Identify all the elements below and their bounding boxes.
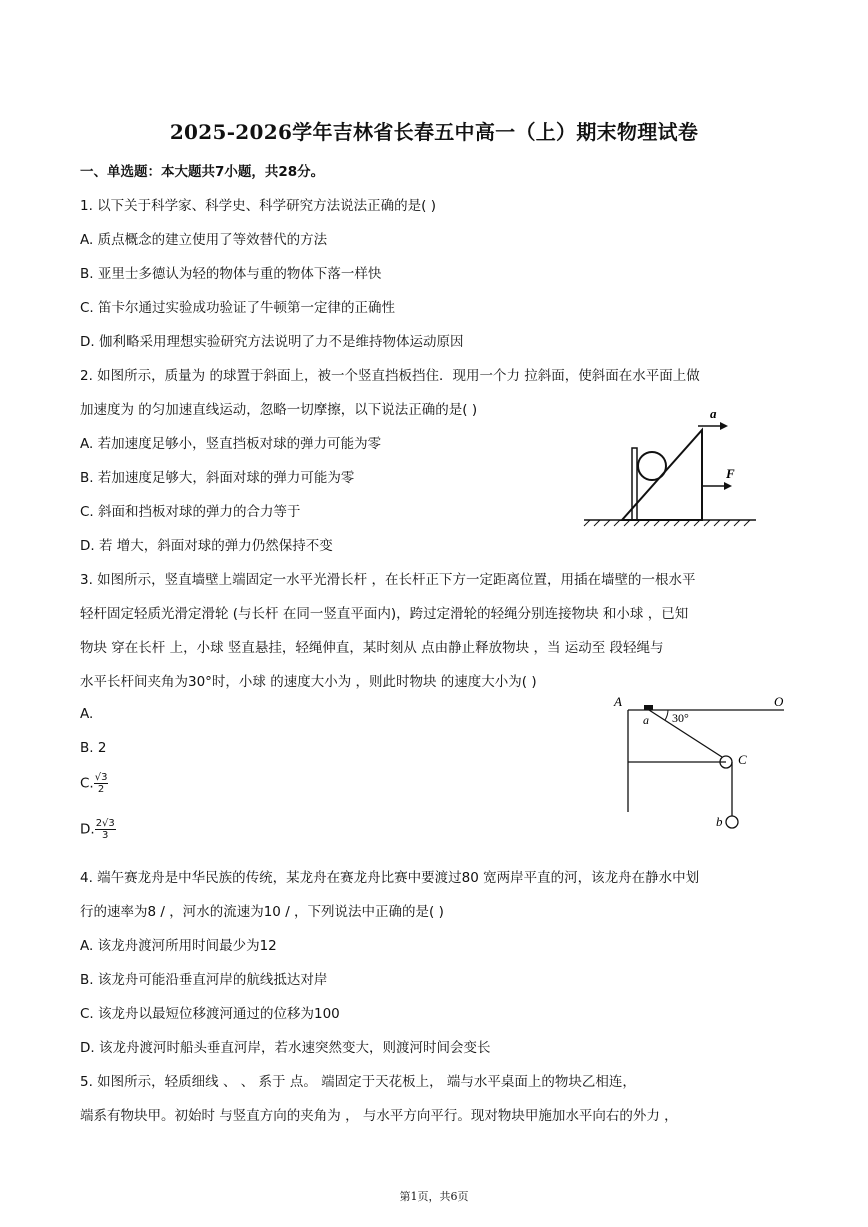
q3-option-b: B. 2 [80, 740, 107, 756]
q5-stem-line2: 端系有物块甲。初始时 与竖直方向的夹角为 ， 与水平方向平行。现对物块甲施加水平向右的外力 ， [80, 1108, 678, 1124]
q3-fig-label-b: b [716, 814, 723, 829]
q2-accel-label: a [710, 406, 717, 421]
q3-option-d-numerator: 2√3 [95, 818, 115, 829]
q1-option-c: C. 笛卡尔通过实验成功验证了牛顿第一定律的正确性 [80, 300, 396, 316]
q3-fig-label-A: A [614, 694, 622, 709]
q3-pulley-figure [608, 690, 798, 840]
q2-incline-figure [580, 404, 760, 528]
q3-stem-line3: 物块 穿在长杆 上，小球 竖直悬挂，轻绳伸直，某时刻从 点由静止释放物块 ，当 运动至 段轻绳与 [80, 640, 664, 656]
page-footer: 第1页，共6页 [399, 1190, 469, 1203]
q3-fig-label-a: a [643, 713, 649, 727]
q3-option-d-fraction [95, 818, 116, 841]
q2-option-a: A. 若加速度足够小，竖直挡板对球的弹力可能为零 [80, 436, 382, 452]
q1-option-d: D. 伽利略采用理想实验研究方法说明了力不是维持物体运动原因 [80, 334, 464, 350]
q3-option-c-prefix: C. [80, 775, 94, 792]
q4-stem-line1: 4. 端午赛龙舟是中华民族的传统，某龙舟在赛龙舟比赛中要渡过80 宽两岸平直的河，该龙舟在静水中划 [80, 870, 700, 886]
q4-option-c: C. 该龙舟以最短位移渡河通过的位移为100 [80, 1006, 340, 1022]
q1-stem: 1. 以下关于科学家、科学史、科学研究方法说法正确的是( ) [80, 198, 436, 214]
q3-stem-line2: 轻杆固定轻质光滑定滑轮 (与长杆 在同一竖直平面内)，跨过定滑轮的轻绳分别连接物块 和小球 ，已知 [80, 606, 689, 622]
q4-option-d: D. 该龙舟渡河时船头垂直河岸，若水速突然变大，则渡河时间会变长 [80, 1040, 491, 1056]
q3-option-d [80, 818, 116, 841]
q2-stem-line2: 加速度为 的匀加速直线运动，忽略一切摩擦，以下说法正确的是( ) [80, 402, 478, 418]
q3-stem-line4: 水平长杆间夹角为30°时，小球 的速度大小为 ，则此时物块 的速度大小为( ) [80, 674, 537, 690]
q1-option-b: B. 亚里士多德认为轻的物体与重的物体下落一样快 [80, 266, 382, 282]
q3-option-c-numerator: √3 [94, 772, 108, 783]
q3-option-a: A. [80, 706, 94, 722]
section-heading: 一、单选题：本大题共7小题，共28分。 [80, 164, 325, 180]
q3-stem-line1: 3. 如图所示，竖直墙壁上端固定一水平光滑长杆 ，在长杆正下方一定距离位置，用插在墙壁的一根水平 [80, 572, 696, 588]
q2-force-label: F [726, 466, 735, 481]
q4-option-b: B. 该龙舟可能沿垂直河岸的航线抵达对岸 [80, 972, 328, 988]
q3-option-c-fraction [94, 772, 109, 795]
q2-option-d: D. 若 增大，斜面对球的弹力仍然保持不变 [80, 538, 333, 554]
q5-stem-line1: 5. 如图所示，轻质细线 、 、 系于 点。 端固定于天花板上， 端与水平桌面上的物块乙相连， [80, 1074, 636, 1090]
q4-option-a: A. 该龙舟渡河所用时间最少为12 [80, 938, 277, 954]
q3-option-c-denominator: 2 [97, 784, 105, 795]
q1-option-a: A. 质点概念的建立使用了等效替代的方法 [80, 232, 328, 248]
q4-stem-line2: 行的速率为8 / ，河水的流速为10 / ，下列说法中正确的是( ) [80, 904, 444, 920]
q3-fig-label-O: O [774, 694, 784, 709]
q3-option-d-prefix: D. [80, 821, 95, 838]
q2-stem-line1: 2. 如图所示，质量为 的球置于斜面上，被一个竖直挡板挡住．现用一个力 拉斜面，使斜面在水平面上做 [80, 368, 700, 384]
q3-option-c [80, 772, 108, 795]
q3-option-d-denominator: 3 [102, 830, 109, 841]
q2-option-c: C. 斜面和挡板对球的弹力的合力等于 [80, 504, 301, 520]
q2-option-b: B. 若加速度足够大，斜面对球的弹力可能为零 [80, 470, 355, 486]
q3-fig-angle: 30° [672, 711, 689, 725]
q3-fig-label-C: C [738, 752, 747, 767]
page-title: 2025-2026学年吉林省长春五中高一（上）期末物理试卷 [169, 120, 699, 144]
